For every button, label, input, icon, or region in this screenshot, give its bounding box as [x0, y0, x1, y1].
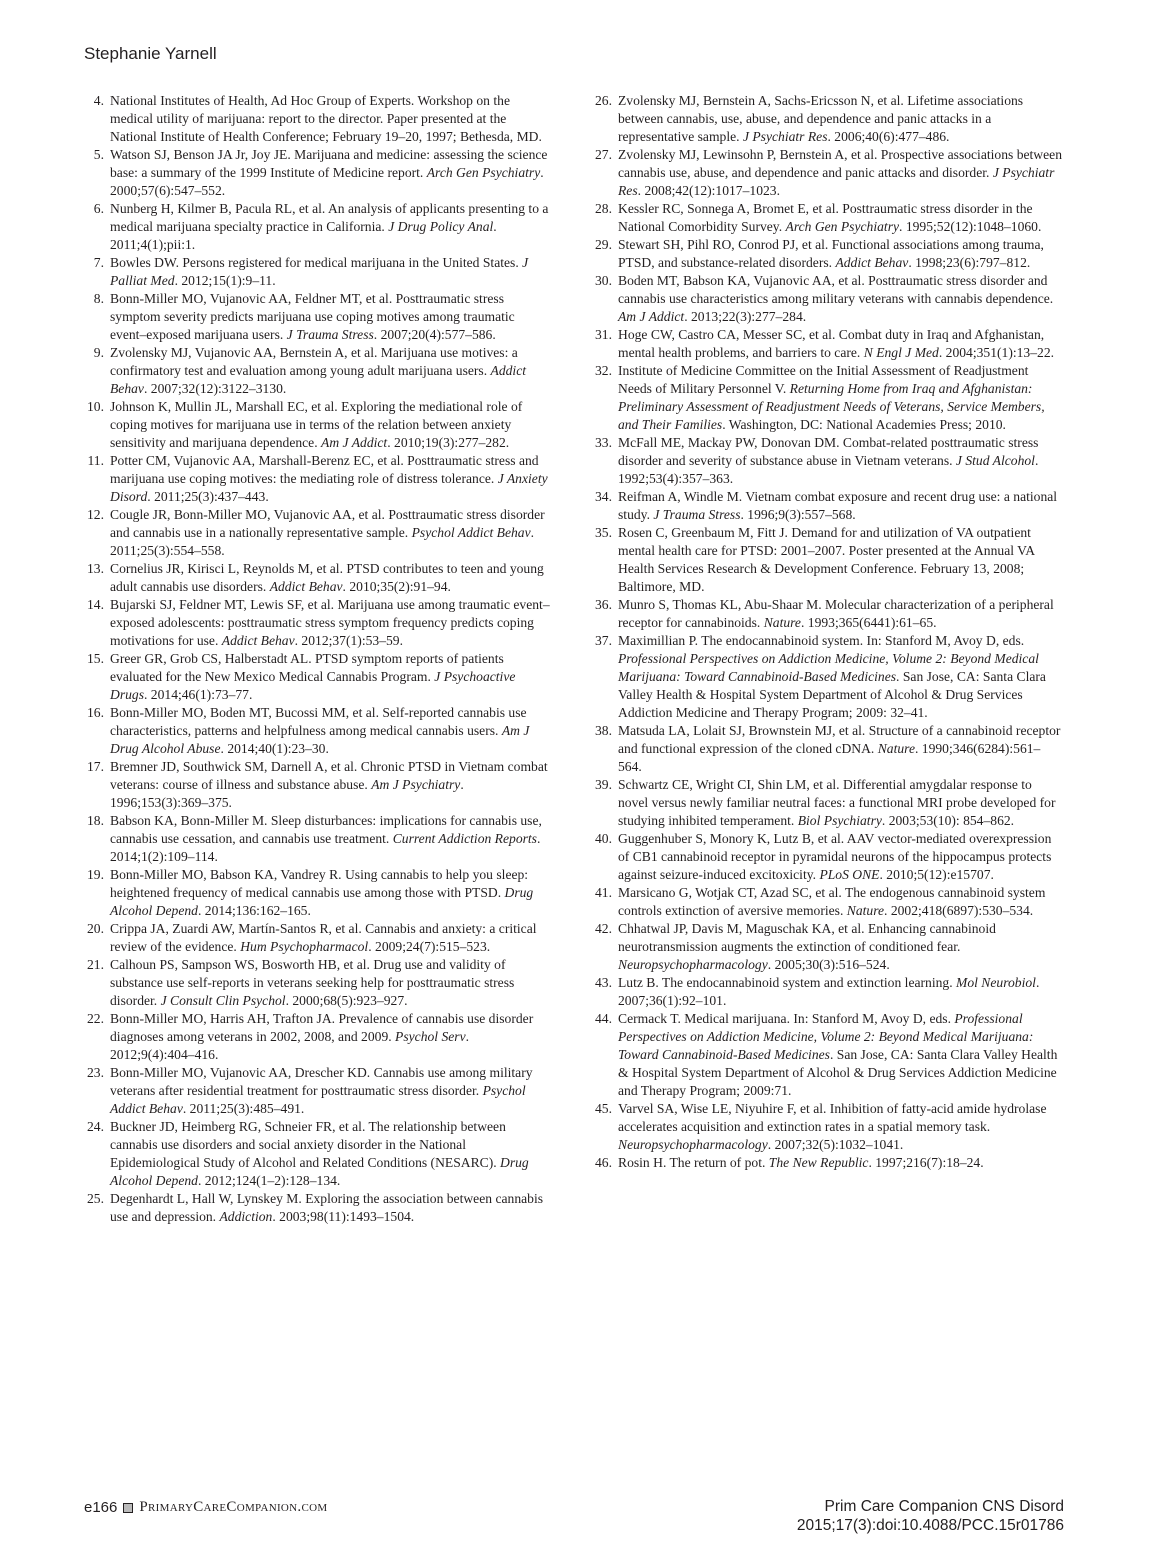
reference-source-italic: J Palliat Med — [110, 255, 529, 288]
reference-text — [110, 812, 554, 866]
reference-item — [592, 236, 1062, 272]
reference-number: 10. — [87, 399, 104, 414]
reference-source-italic: Addict Behav — [835, 255, 909, 270]
reference-text-part: McFall ME, Mackay PW, Donovan DM. Combat-related posttraumatic stress disorder and severity of substance abuse in Vietnam veterans. — [618, 435, 1039, 468]
reference-text-part: Lutz B. The endocannabinoid system and extinction learning. — [618, 975, 956, 990]
reference-item — [84, 146, 554, 200]
reference-number: 31. — [595, 327, 612, 342]
reference-item — [592, 722, 1062, 776]
reference-item — [592, 1100, 1062, 1154]
reference-source-italic: Professional Perspectives on Addiction Medicine, Volume 2: Beyond Medical Marijuana: Toward Cannabinoid-Based Medicines — [618, 1011, 1034, 1062]
reference-source-italic: Drug Alcohol Depend — [110, 885, 534, 918]
reference-number: 34. — [595, 489, 612, 504]
reference-source-italic: Mol Neurobiol — [956, 975, 1036, 990]
reference-text — [618, 632, 1062, 722]
reference-text — [618, 236, 1062, 272]
reference-text — [110, 920, 554, 956]
reference-text — [110, 1118, 554, 1190]
reference-text-part: . 1996;153(3):369–375. — [110, 777, 464, 810]
reference-text-part: Bujarski SJ, Feldner MT, Lewis SF, et al. Marijuana use among traumatic event–exposed adolescents: posttraumatic stress symptom frequency predicts coping motivations for use. — [110, 597, 550, 648]
reference-text — [618, 92, 1062, 146]
reference-text-part: Hoge CW, Castro CA, Messer SC, et al. Combat duty in Iraq and Afghanistan, mental health problems, and barriers to care. — [618, 327, 1045, 360]
reference-text-part: Babson KA, Bonn-Miller M. Sleep disturbances: implications for cannabis use, cannabis use cessation, and cannabis use treatment. — [110, 813, 542, 846]
reference-text-part: . 1992;53(4):357–363. — [618, 453, 1039, 486]
reference-text-part: . 1993;365(6441):61–65. — [800, 615, 937, 630]
reference-text-part: . 2014;46(1):73–77. — [144, 687, 253, 702]
reference-number: 13. — [87, 561, 104, 576]
reference-text-part: Zvolensky MJ, Bernstein A, Sachs-Ericsson N, et al. Lifetime associations between cannabis, use, abuse, and dependence and panic attacks in a representative sample. — [618, 93, 1024, 144]
reference-source-italic: Current Addiction Reports — [392, 831, 537, 846]
reference-number: 44. — [595, 1011, 612, 1026]
reference-source-italic: The New Republic — [768, 1155, 869, 1170]
reference-number: 27. — [595, 147, 612, 162]
reference-text-part: Bremner JD, Southwick SM, Darnell A, et al. Chronic PTSD in Vietnam combat veterans: course of illness and substance abuse. — [110, 759, 548, 792]
reference-item — [84, 866, 554, 920]
reference-text-part: . 2007;20(4):577–586. — [373, 327, 496, 342]
reference-text — [110, 704, 554, 758]
reference-text-part: Zvolensky MJ, Lewinsohn P, Bernstein A, et al. Prospective associations between cannabis use, abuse, and dependence and panic attacks and disorder. — [618, 147, 1062, 180]
reference-item — [592, 200, 1062, 236]
reference-text — [618, 722, 1062, 776]
reference-number: 19. — [87, 867, 104, 882]
square-bullet-icon — [123, 1503, 133, 1513]
reference-text-part: Guggenhuber S, Monory K, Lutz B, et al. AAV vector-mediated overexpression of CB1 cannabinoid receptor in pyramidal neurons of the hippocampus protects against seizure-induced excitoxicity. — [618, 831, 1052, 882]
reference-number: 22. — [87, 1011, 104, 1026]
reference-text-part: Bonn-Miller MO, Vujanovic AA, Drescher KD. Cannabis use among military veterans after residential treatment for posttraumatic stress disorder. — [110, 1065, 533, 1098]
reference-source-italic: J Stud Alcohol — [955, 453, 1035, 468]
reference-text — [618, 326, 1062, 362]
reference-source-italic: J Trauma Stress — [286, 327, 374, 342]
reference-source-italic: Neuropsychopharmacology — [618, 957, 768, 972]
reference-item — [592, 362, 1062, 434]
reference-text — [110, 200, 554, 254]
reference-source-italic: J Drug Policy Anal — [388, 219, 494, 234]
reference-text-part: Crippa JA, Zuardi AW, Martín-Santos R, et al. Cannabis and anxiety: a critical review of the evidence. — [110, 921, 537, 954]
reference-number: 37. — [595, 633, 612, 648]
reference-text — [618, 884, 1062, 920]
reference-text-part: . 2010;35(2):91–94. — [342, 579, 451, 594]
footer-left — [84, 1499, 327, 1516]
reference-text-part: Bonn-Miller MO, Babson KA, Vandrey R. Using cannabis to help you sleep: heightened frequency of medical cannabis use among those with PTSD. — [110, 867, 529, 900]
reference-text-part: . 2007;36(1):92–101. — [618, 975, 1040, 1008]
reference-number: 35. — [595, 525, 612, 540]
reference-source-italic: Nature — [763, 615, 801, 630]
reference-item — [84, 398, 554, 452]
reference-text-part: Cougle JR, Bonn-Miller MO, Vujanovic AA, et al. Posttraumatic stress disorder and cannabis use in a nationally representative sample. — [110, 507, 545, 540]
reference-source-italic: J Psychiatr Res — [618, 165, 1055, 198]
reference-number: 14. — [87, 597, 104, 612]
reference-item — [84, 254, 554, 290]
reference-text-part: Bonn-Miller MO, Harris AH, Trafton JA. Prevalence of cannabis use disorder diagnoses among veterans in 2002, 2008, and 2009. — [110, 1011, 534, 1044]
reference-number: 40. — [595, 831, 612, 846]
reference-text-part: . 1990;346(6284):561–564. — [618, 741, 1041, 774]
website-link[interactable]: PrimaryCareCompanion.com — [139, 1499, 328, 1515]
page-number: e166 — [84, 1499, 118, 1516]
reference-text-part: Reifman A, Windle M. Vietnam combat exposure and recent drug use: a national study. — [618, 489, 1058, 522]
reference-number: 43. — [595, 975, 612, 990]
running-header-author: Stephanie Yarnell — [84, 44, 217, 63]
reference-text-part: Zvolensky MJ, Vujanovic AA, Bernstein A, et al. Marijuana use motives: a confirmatory test and evaluation among young adult marijuana users. — [110, 345, 518, 378]
reference-item — [84, 560, 554, 596]
reference-item — [84, 506, 554, 560]
reference-number: 4. — [93, 93, 104, 108]
reference-text-part: National Institutes of Health, Ad Hoc Group of Experts. Workshop on the medical utility of marijuana: report to the director. Paper presented at the National Institute of Health Conference; February 19–20, 1997; Bethesda, MD. — [110, 93, 542, 144]
reference-text — [618, 830, 1062, 884]
reference-source-italic: Addict Behav — [221, 633, 295, 648]
reference-text — [110, 650, 554, 704]
reference-source-italic: N Engl J Med — [863, 345, 939, 360]
reference-text-part: Varvel SA, Wise LE, Niyuhire F, et al. Inhibition of fatty-acid amide hydrolase accelerates acquisition and extinction rates in a spatial memory task. — [618, 1101, 1047, 1134]
reference-item — [84, 812, 554, 866]
reference-text-part: . 1998;23(6):797–812. — [908, 255, 1031, 270]
reference-number: 29. — [595, 237, 612, 252]
reference-number: 17. — [87, 759, 104, 774]
reference-source-italic: Am J Addict — [618, 309, 685, 324]
reference-source-italic: Addiction — [219, 1209, 273, 1224]
reference-text — [618, 524, 1062, 596]
reference-source-italic: J Psychoactive Drugs — [110, 669, 516, 702]
references-right-column — [592, 92, 1062, 1172]
reference-source-italic: Psychol Serv — [395, 1029, 466, 1044]
reference-text — [618, 272, 1062, 326]
reference-text-part: . 2005;30(3):516–524. — [767, 957, 890, 972]
reference-text-part: Calhoun PS, Sampson WS, Bosworth HB, et al. Drug use and validity of substance use self-reports in veterans seeking help for posttraumatic stress disorder. — [110, 957, 515, 1008]
reference-item — [592, 272, 1062, 326]
reference-item — [592, 920, 1062, 974]
reference-source-italic: Am J Addict — [321, 435, 388, 450]
reference-text-part: . 2012;15(1):9–11. — [174, 273, 276, 288]
reference-text-part: Stewart SH, Pihl RO, Conrod PJ, et al. Functional associations among trauma, PTSD, and substance-related disorders. — [618, 237, 1044, 270]
reference-text — [618, 776, 1062, 830]
reference-text-part: . 2003;53(10): 854–862. — [881, 813, 1015, 828]
reference-text — [110, 956, 554, 1010]
reference-text-part: . 2008;42(12):1017–1023. — [637, 183, 780, 198]
reference-number: 23. — [87, 1065, 104, 1080]
reference-text-part: . 2012;9(4):404–416. — [110, 1029, 470, 1062]
reference-source-italic: Nature — [846, 903, 885, 918]
reference-text-part: Bonn-Miller MO, Boden MT, Bucossi MM, et al. Self-reported cannabis use characteristics, patterns and helpfulness among medical cannabis users. — [110, 705, 527, 738]
reference-item — [84, 200, 554, 254]
reference-source-italic: Addict Behav — [110, 363, 527, 396]
reference-source-italic: Psychol Addict Behav — [110, 1083, 526, 1116]
reference-text — [618, 1100, 1062, 1154]
reference-item — [84, 956, 554, 1010]
reference-text — [618, 920, 1062, 974]
reference-number: 24. — [87, 1119, 104, 1134]
reference-text-part: Watson SJ, Benson JA Jr, Joy JE. Marijuana and medicine: assessing the science base: a summary of the 1999 Institute of Medicine report. — [110, 147, 548, 180]
reference-item — [84, 1190, 554, 1226]
reference-text-part: . 2012;124(1–2):128–134. — [197, 1173, 341, 1188]
reference-text-part: . 2014;40(1):23–30. — [220, 741, 329, 756]
reference-text-part: Marsicano G, Wotjak CT, Azad SC, et al. The endogenous cannabinoid system controls extinction of aversive memories. — [618, 885, 1046, 918]
reference-text — [110, 1190, 554, 1226]
reference-number: 12. — [87, 507, 104, 522]
reference-text-part: Rosin H. The return of pot. — [618, 1155, 769, 1170]
reference-text-part: Cermack T. Medical marijuana. In: Stanford M, Avoy D, eds. — [618, 1011, 955, 1026]
reference-source-italic: Neuropsychopharmacology — [618, 1137, 768, 1152]
reference-text-part: Kessler RC, Sonnega A, Bromet E, et al. Posttraumatic stress disorder in the National Comorbidity Survey. — [618, 201, 1033, 234]
reference-number: 41. — [595, 885, 612, 900]
reference-text-part: . 2012;37(1):53–59. — [294, 633, 403, 648]
reference-source-italic: Arch Gen Psychiatry — [426, 165, 541, 180]
reference-text-part: Maximillian P. The endocannabinoid system. In: Stanford M, Avoy D, eds. — [618, 633, 1025, 648]
reference-text-part: Greer GR, Grob CS, Halberstadt AL. PTSD symptom reports of patients evaluated for the New Mexico Medical Cannabis Program. — [110, 651, 504, 684]
reference-text-part: Bonn-Miller MO, Vujanovic AA, Feldner MT, et al. Posttraumatic stress symptom severity predicts marijuana use coping motives among traumatic event–exposed marijuana users. — [110, 291, 515, 342]
reference-text-part: Boden MT, Babson KA, Vujanovic AA, et al. Posttraumatic stress disorder and cannabis use characteristics among military veterans with cannabis dependence. — [618, 273, 1054, 306]
reference-text-part: . San Jose, CA: Santa Clara Valley Health & Hospital System Department of Alcohol & Drug Services Addiction Medicine and Therapy Program; 2009: 32–41. — [618, 669, 1046, 720]
reference-source-italic: Returning Home from Iraq and Afghanistan: Preliminary Assessment of Readjustment Needs of Veterans, Service Members, and Their Families — [618, 381, 1045, 432]
reference-number: 32. — [595, 363, 612, 378]
reference-text — [110, 290, 554, 344]
reference-item — [84, 92, 554, 146]
reference-text-part: Degenhardt L, Hall W, Lynskey M. Exploring the association between cannabis use and depression. — [110, 1191, 544, 1224]
reference-text — [618, 200, 1062, 236]
reference-text — [110, 398, 554, 452]
reference-text-part: . San Jose, CA: Santa Clara Valley Health & Hospital System Department of Alcohol & Drug Services Addiction Medicine and Therapy Program; 2009:71. — [618, 1047, 1058, 1098]
reference-text — [110, 560, 554, 596]
doi-citation: 2015;17(3):doi:10.4088/PCC.15r01786 — [796, 1517, 1064, 1534]
reference-source-italic: Nature — [877, 741, 915, 756]
reference-source-italic: Biol Psychiatry — [797, 813, 882, 828]
reference-text-part: Institute of Medicine Committee on the Initial Assessment of Readjustment Needs of Military Personnel V. — [618, 363, 1029, 396]
reference-text-part: . 2006;40(6):477–486. — [827, 129, 950, 144]
reference-item — [592, 830, 1062, 884]
reference-text-part: Schwartz CE, Wright CI, Shin LM, et al. Differential amygdalar response to novel versus newly familiar neutral faces: a functional MRI probe developed for studying inhibited temperament. — [618, 777, 1056, 828]
reference-item — [84, 344, 554, 398]
reference-source-italic: J Trauma Stress — [653, 507, 741, 522]
reference-text-part: . 1995;52(12):1048–1060. — [899, 219, 1042, 234]
reference-text — [110, 596, 554, 650]
reference-source-italic: J Anxiety Disord — [110, 471, 548, 504]
reference-text-part: Rosen C, Greenbaum M, Fitt J. Demand for and utilization of VA outpatient mental health care for PTSD: 2001–2007. Poster presented at the Annual VA Health Services Research & Development Conference. February 13, 2008; Baltimore, MD. — [618, 525, 1035, 594]
reference-text-part: . 1997;216(7):18–24. — [868, 1155, 984, 1170]
reference-item — [592, 434, 1062, 488]
reference-number: 21. — [87, 957, 104, 972]
reference-source-italic: Drug Alcohol Depend — [110, 1155, 529, 1188]
reference-number: 20. — [87, 921, 104, 936]
reference-number: 9. — [93, 345, 104, 360]
reference-text-part: . 2013;22(3):277–284. — [684, 309, 807, 324]
reference-number: 7. — [93, 255, 104, 270]
reference-text-part: . 2014;136:162–165. — [197, 903, 311, 918]
reference-number: 25. — [87, 1191, 104, 1206]
reference-item — [84, 290, 554, 344]
reference-text-part: Potter CM, Vujanovic AA, Marshall-Berenz EC, et al. Posttraumatic stress and marijuana use coping motives: the mediating role of distress tolerance. — [110, 453, 539, 486]
reference-item — [84, 1118, 554, 1190]
reference-source-italic: Am J Psychiatry — [371, 777, 461, 792]
reference-text-part: . 2009;24(7):515–523. — [368, 939, 491, 954]
reference-item — [84, 758, 554, 812]
reference-text — [110, 92, 554, 146]
reference-text — [618, 434, 1062, 488]
reference-number: 36. — [595, 597, 612, 612]
reference-text-part: . 2011;25(3):485–491. — [182, 1101, 305, 1116]
journal-name: Prim Care Companion CNS Disord — [824, 1498, 1064, 1515]
reference-number: 39. — [595, 777, 612, 792]
reference-text — [110, 1064, 554, 1118]
reference-text — [110, 254, 554, 290]
reference-text-part: Nunberg H, Kilmer B, Pacula RL, et al. An analysis of applicants presenting to a medical marijuana specialty practice in California. — [110, 201, 549, 234]
reference-source-italic: J Psychiatr Res — [742, 129, 828, 144]
reference-number: 6. — [93, 201, 104, 216]
reference-number: 42. — [595, 921, 612, 936]
reference-text-part: Munro S, Thomas KL, Abu-Shaar M. Molecular characterization of a peripheral receptor for cannabinoids. — [618, 597, 1054, 630]
reference-text-part: . 2004;351(1):13–22. — [938, 345, 1055, 360]
reference-text-part: . 2002;418(6897):530–534. — [884, 903, 1034, 918]
reference-text — [618, 362, 1062, 434]
footer-right — [797, 1497, 1064, 1535]
reference-source-italic: Professional Perspectives on Addiction Medicine, Volume 2: Beyond Medical Marijuana: Toward Cannabinoid-Based Medicines — [618, 651, 1039, 684]
reference-item — [84, 1064, 554, 1118]
reference-item — [592, 596, 1062, 632]
reference-item — [592, 524, 1062, 596]
reference-text — [618, 1010, 1062, 1100]
reference-number: 18. — [87, 813, 104, 828]
reference-number: 46. — [595, 1155, 612, 1170]
reference-text-part: Buckner JD, Heimberg RG, Schneier FR, et al. The relationship between cannabis use disorders and social anxiety disorder in the National Epidemiological Study of Alcohol and Related Conditions (NESARC). — [110, 1119, 506, 1170]
reference-text-part: . 1996;9(3):557–568. — [740, 507, 856, 522]
reference-text-part: Chhatwal JP, Davis M, Maguschak KA, et al. Enhancing cannabinoid neurotransmission augments the extinction of conditioned fear. — [618, 921, 996, 954]
reference-number: 8. — [93, 291, 104, 306]
reference-text — [110, 146, 554, 200]
reference-source-italic: Arch Gen Psychiatry — [785, 219, 900, 234]
reference-text-part: . 2011;4(1);pii:1. — [110, 219, 497, 252]
reference-text — [110, 866, 554, 920]
reference-text — [618, 596, 1062, 632]
reference-item — [592, 884, 1062, 920]
reference-text — [110, 344, 554, 398]
reference-item — [592, 92, 1062, 146]
reference-number: 38. — [595, 723, 612, 738]
reference-text-part: . 2010;19(3):277–282. — [387, 435, 510, 450]
reference-text-part: Cornelius JR, Kirisci L, Reynolds M, et al. PTSD contributes to teen and young adult cannabis use disorders. — [110, 561, 544, 594]
reference-number: 30. — [595, 273, 612, 288]
reference-item — [592, 974, 1062, 1010]
reference-source-italic: Addict Behav — [269, 579, 343, 594]
reference-item — [84, 704, 554, 758]
reference-text-part: . Washington, DC: National Academies Press; 2010. — [722, 417, 1006, 432]
reference-source-italic: Am J Drug Alcohol Abuse — [110, 723, 530, 756]
reference-source-italic: Hum Psychopharmacol — [240, 939, 369, 954]
reference-number: 28. — [595, 201, 612, 216]
reference-number: 33. — [595, 435, 612, 450]
reference-item — [84, 452, 554, 506]
reference-text-part: . 2003;98(11):1493–1504. — [272, 1209, 415, 1224]
reference-text — [618, 488, 1062, 524]
reference-number: 11. — [87, 453, 104, 468]
reference-text — [618, 974, 1062, 1010]
reference-source-italic: PLoS ONE — [819, 867, 880, 882]
reference-text-part: Matsuda LA, Lolait SJ, Brownstein MJ, et al. Structure of a cannabinoid receptor and functional expression of the cloned cDNA. — [618, 723, 1061, 756]
reference-text — [618, 146, 1062, 200]
reference-text-part: . 2011;25(3):437–443. — [147, 489, 269, 504]
reference-text — [110, 452, 554, 506]
reference-item — [592, 488, 1062, 524]
reference-text-part: Bowles DW. Persons registered for medical marijuana in the United States. — [110, 255, 523, 270]
references-left-column — [84, 92, 554, 1226]
reference-text-part: . 2000;57(6):547–552. — [110, 165, 544, 198]
reference-item — [592, 326, 1062, 362]
reference-text — [110, 758, 554, 812]
reference-text-part: . 2010;5(12):e15707. — [879, 867, 994, 882]
reference-number: 5. — [93, 147, 104, 162]
reference-number: 16. — [87, 705, 104, 720]
reference-item — [84, 596, 554, 650]
reference-text-part: Johnson K, Mullin JL, Marshall EC, et al. Exploring the mediational role of coping motives for marijuana use in terms of the relation between anxiety sensitivity and marijuana dependence. — [110, 399, 523, 450]
reference-text-part: . 2014;1(2):109–114. — [110, 831, 541, 864]
reference-item — [84, 1010, 554, 1064]
reference-text — [618, 1154, 1062, 1172]
reference-item — [592, 632, 1062, 722]
reference-number: 15. — [87, 651, 104, 666]
reference-number: 45. — [595, 1101, 612, 1116]
reference-item — [592, 1010, 1062, 1100]
reference-text-part: . 2007;32(5):1032–1041. — [767, 1137, 904, 1152]
reference-item — [592, 1154, 1062, 1172]
reference-text-part: . 2011;25(3):554–558. — [110, 525, 535, 558]
reference-item — [84, 920, 554, 956]
reference-item — [84, 650, 554, 704]
reference-source-italic: Psychol Addict Behav — [411, 525, 531, 540]
reference-source-italic: J Consult Clin Psychol — [160, 993, 286, 1008]
reference-text — [110, 506, 554, 560]
reference-text-part: . 2007;32(12):3122–3130. — [143, 381, 287, 396]
reference-item — [592, 776, 1062, 830]
reference-text-part: . 2000;68(5):923–927. — [285, 993, 408, 1008]
reference-number: 26. — [595, 93, 612, 108]
reference-item — [592, 146, 1062, 200]
reference-text — [110, 1010, 554, 1064]
